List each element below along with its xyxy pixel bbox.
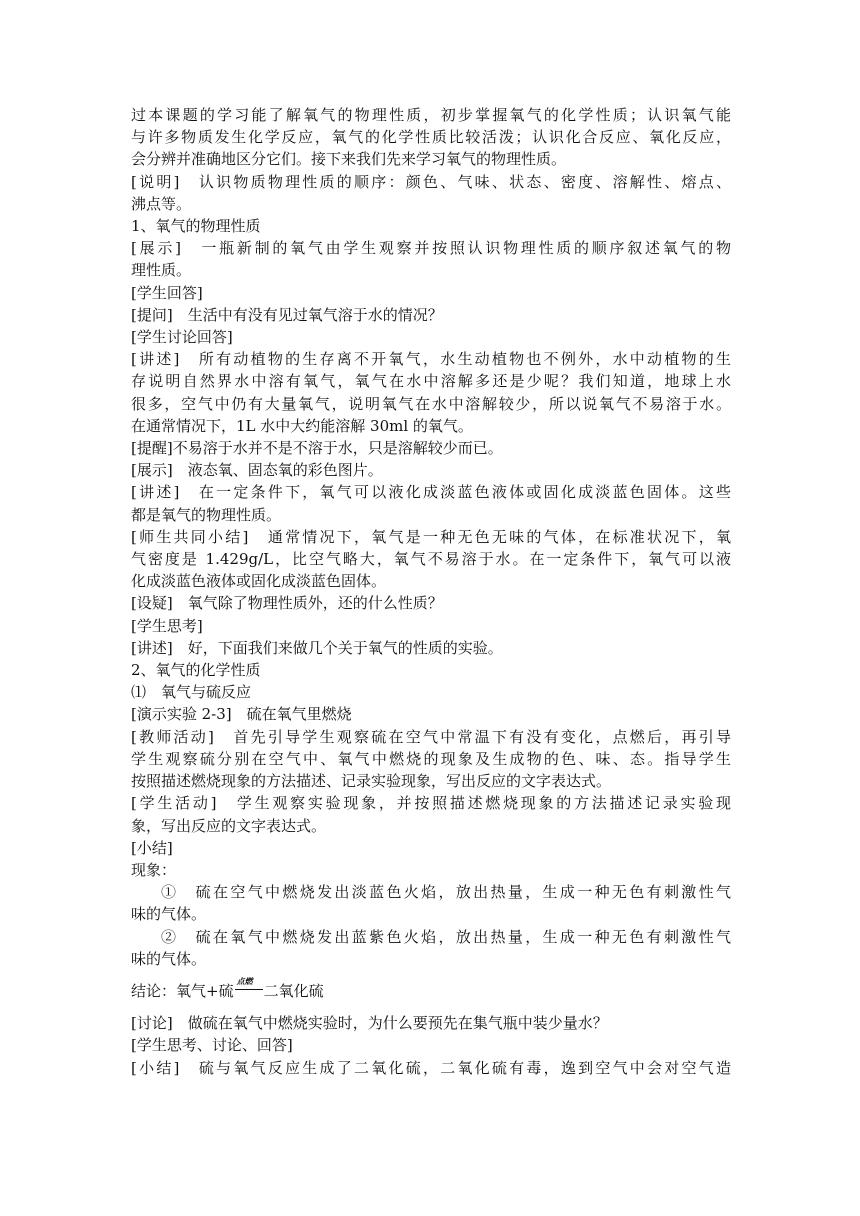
text-line: 与许多物质发生化学反应，氧气的化学性质比较活泼；认识化合反应、氧化反应， — [131, 128, 731, 147]
text-line: [讨论] 做硫在氧气中燃烧实验时，为什么要预先在集气瓶中装少量水？ — [131, 1014, 608, 1033]
text-line: 按照描述燃烧现象的方法描述、记录实验现象，写出反应的文字表达式。 — [131, 772, 612, 791]
text-line: 存说明自然界水中溶有氧气，氧气在水中溶解多还是少呢？我们知道，地球上水 — [131, 372, 731, 391]
list-item: ② 硫在氧气中燃烧发出蓝紫色火焰，放出热量，生成一种无色有刺激性气 — [161, 927, 731, 946]
text-line: 化成淡蓝色液体或固化成淡蓝色固体。 — [131, 572, 387, 591]
text-line: [讲述] 所有动植物的生存离不开氧气，水生动植物也不例外，水中动植物的生 — [131, 350, 731, 369]
text-line: [说明] 认识物质物理性质的顺序：颜色、气味、状态、密度、溶解性、熔点、 — [131, 172, 731, 191]
reaction-arrow — [234, 975, 264, 997]
reaction-condition: 点燃 — [236, 975, 253, 986]
text-line: [展示] 液态氧、固态氧的彩色图片。 — [131, 461, 383, 480]
text-line: 现象： — [131, 860, 177, 879]
text-line: 很多，空气中仍有大量氧气，说明氧气在水中溶解较少，所以说氧气不易溶于水。 — [131, 394, 731, 413]
section-heading: 2、氧气的化学性质 — [131, 661, 261, 680]
text-line: 理性质。 — [131, 261, 192, 280]
text-line: [展示] 一瓶新制的氧气由学生观察并按照认识物理性质的顺序叙述氧气的物 — [131, 239, 731, 258]
text-line: 会分辨并准确地区分它们。接下来我们先来学习氧气的物理性质。 — [131, 150, 567, 169]
text-line: [讲述] 在一定条件下，氧气可以液化成淡蓝色液体或固化成淡蓝色固体。这些 — [131, 483, 731, 502]
text-line: [教师活动] 首先引导学生观察硫在空气中常温下有没有变化，点燃后，再引导 — [131, 727, 731, 746]
reaction-bar — [235, 989, 263, 990]
subsection-heading: ⑴ 氧气与硫反应 — [131, 683, 252, 702]
text-line: 气密度是 1.429g/L，比空气略大，氧气不易溶于水。在一定条件下，氧气可以液 — [131, 550, 731, 569]
text-line: [学生活动] 学生观察实验现象，并按照描述燃烧现象的方法描述记录实验现 — [131, 794, 731, 813]
document-page — [131, 104, 731, 1079]
text-line: [提醒]不易溶于水并不是不溶于水，只是溶解较少而已。 — [131, 439, 503, 458]
text-line: 在通常情况下，1L 水中大约能溶解 30ml 的氧气。 — [131, 416, 473, 435]
conclusion-prefix: 结论：氧气+硫 — [131, 981, 234, 1000]
text-line: [学生讨论回答] — [131, 328, 233, 347]
list-item: ① 硫在空气中燃烧发出淡蓝色火焰，放出热量，生成一种无色有刺激性气 — [161, 883, 731, 902]
text-line: [演示实验 2-3] 硫在氧气里燃烧 — [131, 705, 352, 724]
text-line: [讲述] 好，下面我们来做几个关于氧气的性质的实验。 — [131, 638, 503, 657]
text-line: 味的气体。 — [131, 949, 207, 968]
text-line: [学生思考] — [131, 616, 203, 635]
text-line: [学生思考、讨论、回答] — [131, 1036, 293, 1055]
text-line: [设疑] 氧气除了物理性质外，还的什么性质？ — [131, 594, 443, 613]
text-line: 都是氧气的物理性质。 — [131, 505, 282, 524]
conclusion-product: 二氧化硫 — [263, 981, 324, 1000]
text-line: [小结] 硫与氧气反应生成了二氧化硫，二氧化硫有毒，逸到空气中会对空气造 — [131, 1058, 731, 1077]
text-line: 味的气体。 — [131, 905, 207, 924]
text-line: 过本课题的学习能了解氧气的物理性质，初步掌握氧气的化学性质；认识氧气能 — [131, 106, 731, 124]
text-line: [学生回答] — [131, 283, 203, 302]
text-line: 象，写出反应的文字表达式。 — [131, 816, 327, 835]
text-line: 沸点等。 — [131, 194, 192, 213]
text-line: [师生共同小结] 通常情况下，氧气是一种无色无味的气体，在标准状况下，氧 — [131, 527, 731, 546]
text-line: [小结] — [131, 838, 173, 857]
conclusion-equation — [131, 975, 731, 1002]
text-line: 学生观察硫分别在空气中、氧气中燃烧的现象及生成物的色、味、态。指导学生 — [131, 749, 731, 768]
section-heading: 1、氧气的物理性质 — [131, 217, 261, 236]
text-line: [提问] 生活中有没有见过氧气溶于水的情况？ — [131, 305, 443, 324]
